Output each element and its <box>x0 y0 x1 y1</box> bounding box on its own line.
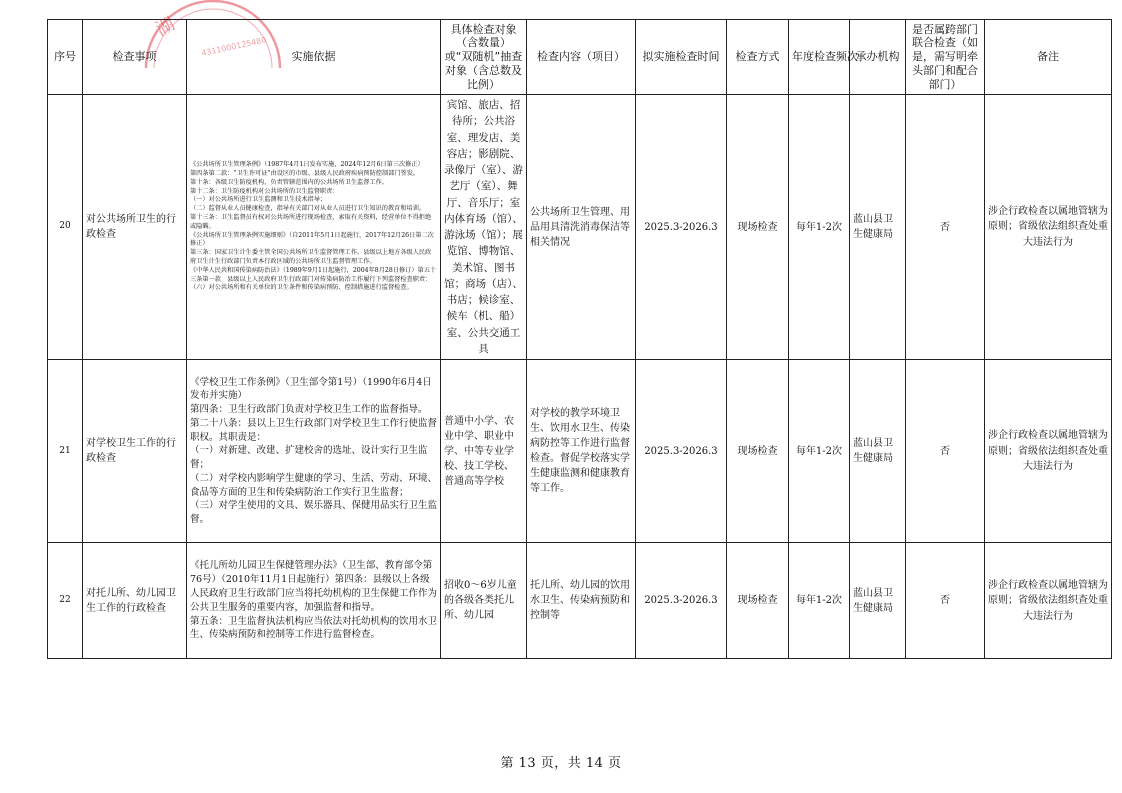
basis-line: 《公共场所卫生管理条例》（1987年4月1日发布实施，2024年12月6日第三次修正） <box>190 161 424 169</box>
inspection-time: 2025.3-2026.3 <box>636 360 727 543</box>
table-row <box>48 95 1112 360</box>
basis-line: 《公共场所卫生管理条例实施细则》（自2011年5月1日起施行，2017年12月26日第二次修正） <box>190 231 434 248</box>
row-number: 20 <box>48 95 83 360</box>
header-frequency: 年度检查频次 <box>789 20 850 95</box>
basis-line: 《学校卫生工作条例》（卫生部令第1号）（1990年6月4日发布并实施） <box>190 376 432 402</box>
legal-basis <box>187 95 441 360</box>
joint-inspection: 否 <box>906 360 985 543</box>
header-no: 序号 <box>48 20 83 95</box>
basis-line: 第四条第二款：“卫生许可证”由设区的市级、县级人民政府疾病预防控制部门签发。 <box>190 169 420 177</box>
basis-line: 第四条：卫生行政部门负责对学校卫生工作的监督指导。 <box>190 404 428 416</box>
svg-text:湖: 湖 <box>152 13 179 41</box>
header-item: 检查事项 <box>83 20 187 95</box>
header-content: 检查内容（项目） <box>527 20 636 95</box>
note: 涉企行政检查以属地管辖为原则；省级依法组织查处重大违法行为 <box>985 95 1112 360</box>
inspection-method: 现场检查 <box>727 543 789 659</box>
row-number: 21 <box>48 360 83 543</box>
basis-line: （一）对新建、改建、扩建校舍的选址、设计实行卫生监督； <box>190 445 428 471</box>
responsible-department: 蓝山县卫生健康局 <box>850 543 906 659</box>
inspection-frequency: 每年1-2次 <box>789 360 850 543</box>
header-department: 承办机构 <box>850 20 906 95</box>
joint-inspection: 否 <box>906 543 985 659</box>
inspection-item: 对托儿所、幼儿园卫生工作的行政检查 <box>83 543 187 659</box>
inspection-method: 现场检查 <box>727 360 789 543</box>
inspection-item: 对学校卫生工作的行政检查 <box>83 360 187 543</box>
responsible-department: 蓝山县卫生健康局 <box>850 95 906 360</box>
basis-line: （一）对公共场所进行卫生监测和卫生技术指导； <box>190 196 327 204</box>
basis-line: 《中华人民共和国传染病防治法》（1989年9月1日起施行，2004年8月28日修订）第五十三条第一款 县级以上人民政府卫生行政部门对传染病防治工作履行下列监督检查职责：（六）对公共场所和有关单位的卫生条件和传染病预防、控制措施进行监督检查。 <box>190 266 437 292</box>
table-row <box>48 360 1112 543</box>
inspection-item: 对公共场所卫生的行政检查 <box>83 95 187 360</box>
inspection-object: 宾馆、旅店、招待所；公共浴室、理发店、美容店；影剧院、录像厅（室）、游艺厅（室）、舞厅、音乐厅；室内体育场（馆）、游泳场（馆）；展览馆、博物馆、美术馆、图书馆；商场（店）、书店；候诊室、候车（机、船）室、公共交通工具 <box>441 95 527 360</box>
inspection-time: 2025.3-2026.3 <box>636 543 727 659</box>
header-joint-inspection: 是否属跨部门联合检查（如是，需写明牵头部门和配合部门） <box>906 20 985 95</box>
table-row <box>48 543 1112 659</box>
inspection-plan-table <box>47 19 1112 659</box>
inspection-frequency: 每年1-2次 <box>789 543 850 659</box>
row-number: 22 <box>48 543 83 659</box>
header-object: 具体检查对象（含数量）或“双随机”抽查对象（含总数及比例） <box>441 20 527 95</box>
basis-line: （二）对学校内影响学生健康的学习、生活、劳动、环境、食品等方面的卫生和传染病防治工作实行卫生监督； <box>190 472 438 498</box>
note: 涉企行政检查以属地管辖为原则；省级依法组织查处重大违法行为 <box>985 543 1112 659</box>
legal-basis <box>187 360 441 543</box>
legal-basis <box>187 543 441 659</box>
header-time: 拟实施检查时间 <box>636 20 727 95</box>
inspection-method: 现场检查 <box>727 95 789 360</box>
basis-line: 第十条：各级卫生防疫机构，负责管辖范围内的公共场所卫生监督工作。 <box>190 178 388 186</box>
basis-line: （三）对学生使用的文具、娱乐器具、保健用品实行卫生监督。 <box>190 500 438 526</box>
header-basis: 实施依据 <box>187 20 441 95</box>
header-note: 备注 <box>985 20 1112 95</box>
basis-line: 第十三条：卫生监督员有权对公共场所进行现场检查，索取有关资料，经营单位不得拒绝或隐瞒。 <box>190 213 432 230</box>
inspection-frequency: 每年1-2次 <box>789 95 850 360</box>
note: 涉企行政检查以属地管辖为原则；省级依法组织查处重大违法行为 <box>985 360 1112 543</box>
inspection-content: 公共场所卫生管理、用品用具清洗消毒保洁等相关情况 <box>527 95 636 360</box>
basis-line: 第五条：卫生监督执法机构应当依法对托幼机构的饮用水卫生、传染病预防和控制等工作进行监督检查。 <box>190 615 438 641</box>
page-number-footer: 第 13 页，共 14 页 <box>500 756 622 771</box>
basis-line: 第三条：国家卫生计生委主管全国公共场所卫生监督管理工作。县级以上地方各级人民政府卫生计生行政部门负责本行政区域的公共场所卫生监督管理工作。 <box>190 249 432 265</box>
inspection-object: 招收0～6岁儿童的各级各类托儿所、幼儿园 <box>441 543 527 659</box>
inspection-content: 对学校的教学环境卫生、饮用水卫生、传染病防控等工作进行监督检查。督促学校落实学生健康监测和健康教育等工作。 <box>527 360 636 543</box>
table-header-row <box>48 20 1112 95</box>
responsible-department: 蓝山县卫生健康局 <box>850 360 906 543</box>
inspection-time: 2025.3-2026.3 <box>636 95 727 360</box>
basis-line: （二）监督从业人员健康检查，指导有关部门对从业人员进行卫生知识的教育和培训。 <box>190 205 426 213</box>
header-method: 检查方式 <box>727 20 789 95</box>
joint-inspection: 否 <box>906 95 985 360</box>
basis-line: 《托儿所幼儿园卫生保健管理办法》（卫生部、教育部令第76号）（2010年11月1日起施行）第四条：县级以上各级人民政府卫生行政部门应当将托幼机构的卫生保健工作作为公共卫生服务的重要内容，加强监督和指导。 <box>190 560 438 613</box>
basis-line: 第二十八条：县以上卫生行政部门对学校卫生工作行使监督职权。其职责是： <box>190 417 438 443</box>
inspection-content: 托儿所、幼儿园的饮用水卫生、传染病预防和控制等 <box>527 543 636 659</box>
inspection-object: 普通中小学、农业中学、职业中学、中等专业学校、技工学校、普通高等学校 <box>441 360 527 543</box>
svg-text:4311000125480: 4311000125480 <box>200 35 268 58</box>
basis-line: 第十二条：卫生防疫机构对公共场所的卫生监督职责： <box>190 187 339 195</box>
